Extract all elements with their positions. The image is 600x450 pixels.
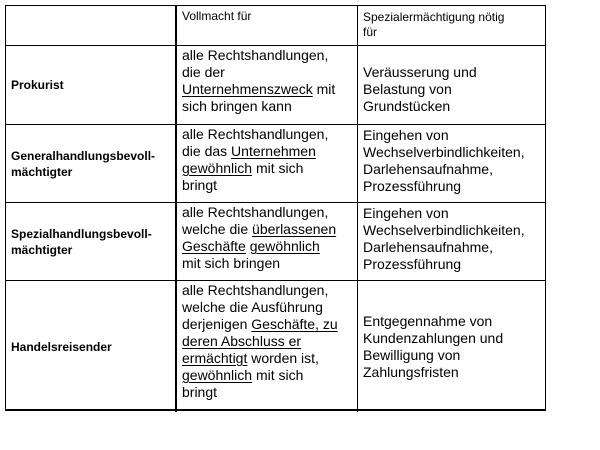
- underlined-term: Unternehmenszweck: [182, 81, 313, 97]
- authority-line: [182, 282, 353, 299]
- underlined-term: ermächtigt: [182, 350, 248, 366]
- text-segment: worden ist,: [247, 350, 319, 366]
- role-line: Prokurist: [11, 78, 64, 92]
- text-segment: alle Rechtshandlungen,: [182, 47, 329, 63]
- authority-line: [182, 81, 353, 98]
- authority-line: [182, 384, 353, 401]
- authority-line: [182, 64, 353, 81]
- table-header-row: [6, 6, 545, 46]
- text-segment: sich bringen kann: [182, 98, 292, 114]
- text-segment: derjenigen: [182, 316, 252, 332]
- special-authorization-line: Bewilligung von: [363, 346, 461, 363]
- header-cell-role: [6, 6, 177, 45]
- role-cell: [6, 46, 177, 124]
- underlined-term: überlassenen: [252, 221, 337, 237]
- special-authorization-line: Darlehensaufnahme,: [363, 239, 493, 255]
- authority-cell: [177, 46, 358, 124]
- role-line: mächtigter: [11, 242, 73, 257]
- role-label: [11, 148, 155, 180]
- text-segment: welche die: [182, 221, 253, 237]
- text-segment: welche die Ausführung: [182, 299, 323, 315]
- underlined-term: gewöhnlich: [182, 160, 253, 176]
- authority-line: [182, 367, 353, 384]
- underlined-term: gewöhnlich: [182, 367, 253, 383]
- role-line: Generalhandlungsbevoll-: [11, 148, 156, 163]
- role-label: [11, 77, 64, 93]
- role-line: Spezialhandlungsbevoll-: [11, 226, 152, 241]
- text-segment: die das: [182, 143, 232, 159]
- role-line: Handelsreisender: [11, 339, 112, 354]
- underlined-term: deren Abschluss er: [182, 333, 302, 349]
- text-segment: alle Rechtshandlungen,: [182, 204, 329, 220]
- special-authorization-line: Wechselverbindlichkeiten,: [363, 144, 525, 160]
- text-segment: bringt: [182, 384, 218, 400]
- authority-cell: [177, 125, 358, 202]
- special-authorization-line: Darlehensaufnahme,: [363, 161, 493, 177]
- underlined-term: gewöhnlich: [249, 238, 320, 254]
- text-segment: mit sich: [252, 367, 304, 383]
- text-segment: mit sich: [252, 160, 304, 176]
- role-cell: [6, 125, 177, 202]
- text-segment: mit: [312, 81, 336, 97]
- special-authorization-line: Grundstücken: [363, 98, 451, 114]
- text-segment: bringt: [182, 177, 218, 193]
- header-line: für: [363, 25, 378, 39]
- header-cell-special-authorization: [358, 6, 545, 45]
- authority-line: [182, 221, 353, 238]
- special-authorization-line: Eingehen von: [363, 127, 449, 143]
- table-row: [6, 46, 545, 125]
- text-segment: alle Rechtshandlungen,: [182, 126, 329, 142]
- authority-line: [182, 47, 353, 64]
- authority-line: [182, 204, 353, 221]
- authority-line: [182, 160, 353, 177]
- special-authorization-line: Eingehen von: [363, 205, 449, 221]
- special-authorization-line: Kundenzahlungen und: [363, 329, 504, 346]
- underlined-term: Unternehmen: [231, 143, 316, 159]
- role-cell: [6, 203, 177, 280]
- table-row: [6, 125, 545, 203]
- role-cell: [6, 281, 177, 412]
- authority-line: [182, 299, 353, 316]
- special-authorization-line: Prozessführung: [363, 256, 462, 272]
- header-cell-authority: Vollmacht für: [177, 6, 358, 45]
- authority-line: [182, 238, 353, 255]
- underlined-term: Geschäfte, zu: [251, 316, 338, 332]
- authority-table: [5, 5, 546, 411]
- text-segment: alle Rechtshandlungen,: [182, 282, 329, 298]
- special-authorization-cell: [358, 281, 545, 412]
- authority-line: [182, 350, 353, 367]
- authority-line: [182, 126, 353, 143]
- special-authorization-cell: [358, 46, 545, 124]
- special-authorization-cell: [358, 203, 545, 280]
- text-segment: mit sich bringen: [182, 255, 281, 271]
- authority-line: [182, 98, 353, 115]
- authority-line: [182, 255, 353, 272]
- authority-line: [182, 333, 353, 350]
- role-label: [11, 339, 112, 355]
- authority-line: [182, 316, 353, 333]
- underlined-term: Geschäfte: [182, 238, 246, 254]
- authority-line: [182, 177, 353, 194]
- special-authorization-line: Entgegennahme von: [363, 312, 493, 329]
- special-authorization-cell: [358, 125, 545, 202]
- authority-line: [182, 143, 353, 160]
- special-authorization-line: Zahlungsfristen: [363, 363, 459, 380]
- table-row: [6, 203, 545, 281]
- special-authorization-line: Wechselverbindlichkeiten,: [363, 222, 525, 238]
- text-segment: die der: [182, 64, 225, 80]
- header-line: Spezialermächtigung nötig: [363, 10, 505, 24]
- authority-cell: [177, 281, 358, 412]
- table-row: [6, 281, 545, 412]
- special-authorization-line: Belastung von: [363, 81, 452, 97]
- authority-cell: [177, 203, 358, 280]
- role-line: mächtigter: [11, 164, 73, 179]
- special-authorization-line: Veräusserung und: [363, 64, 477, 80]
- role-label: [11, 226, 152, 258]
- special-authorization-line: Prozessführung: [363, 178, 462, 194]
